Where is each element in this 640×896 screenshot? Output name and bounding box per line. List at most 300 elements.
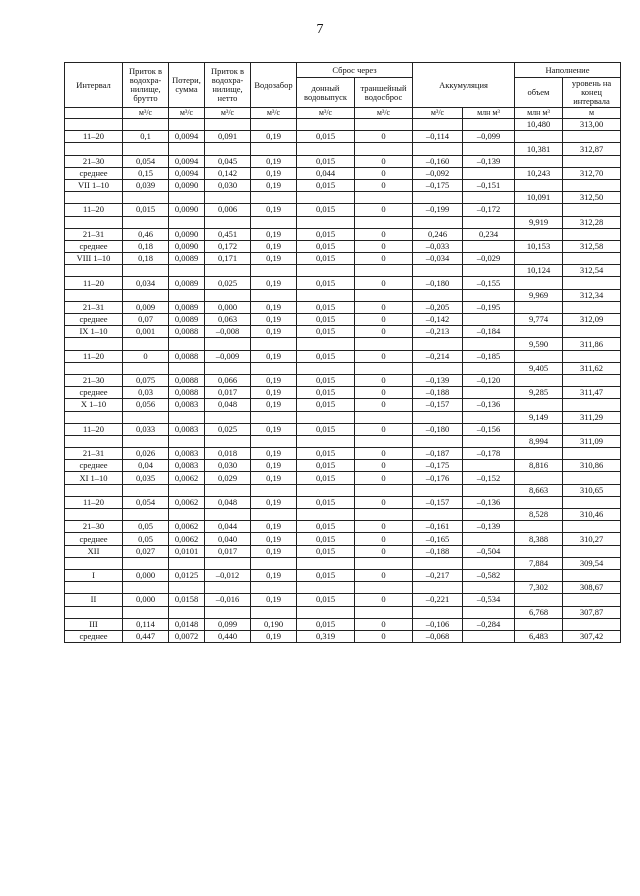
table-row (65, 472, 621, 484)
cell-accumulation-m3s (413, 362, 463, 374)
cell-accumulation-m3s: –0,157 (413, 399, 463, 411)
cell-accumulation-mln (463, 314, 515, 326)
cell-volume: 10,091 (515, 192, 563, 204)
cell-bottom-outlet (297, 509, 355, 521)
table-row (65, 228, 621, 240)
cell-interval: 21–31 (65, 228, 123, 240)
cell-spillway: 0 (355, 399, 413, 411)
cell-accumulation-m3s: –0,188 (413, 545, 463, 557)
cell-accumulation-mln (463, 533, 515, 545)
cell-spillway: 0 (355, 618, 413, 630)
cell-bottom-outlet (297, 216, 355, 228)
cell-inflow-net: 0,171 (205, 253, 251, 265)
cell-interval: 21–30 (65, 155, 123, 167)
cell-withdrawal: 0,19 (251, 521, 297, 533)
cell-losses: 0,0089 (169, 277, 205, 289)
cell-accumulation-mln: –0,172 (463, 204, 515, 216)
cell-inflow-net: 0,030 (205, 460, 251, 472)
cell-inflow-gross: 0,075 (123, 374, 169, 386)
cell-inflow-gross (123, 435, 169, 447)
cell-bottom-outlet: 0,015 (297, 387, 355, 399)
cell-losses: 0,0090 (169, 179, 205, 191)
cell-inflow-gross (123, 509, 169, 521)
cell-interval: 11–20 (65, 496, 123, 508)
cell-bottom-outlet (297, 435, 355, 447)
cell-accumulation-m3s: –0,175 (413, 460, 463, 472)
table-row (65, 557, 621, 569)
cell-bottom-outlet (297, 265, 355, 277)
cell-losses (169, 265, 205, 277)
cell-inflow-gross: 0,000 (123, 569, 169, 581)
cell-accumulation-mln (463, 362, 515, 374)
cell-level (563, 569, 621, 581)
cell-inflow-gross: 0,1 (123, 131, 169, 143)
table-row (65, 350, 621, 362)
cell-level: 311,29 (563, 411, 621, 423)
cell-level: 312,28 (563, 216, 621, 228)
cell-inflow-gross: 0,027 (123, 545, 169, 557)
cell-accumulation-m3s (413, 606, 463, 618)
cell-bottom-outlet: 0,319 (297, 630, 355, 642)
cell-accumulation-m3s: –0,034 (413, 253, 463, 265)
cell-bottom-outlet (297, 192, 355, 204)
cell-accumulation-mln: –0,152 (463, 472, 515, 484)
cell-accumulation-mln: –0,178 (463, 448, 515, 460)
cell-inflow-gross: 0,000 (123, 594, 169, 606)
cell-withdrawal: 0,19 (251, 630, 297, 642)
cell-interval: IX 1–10 (65, 326, 123, 338)
table-row (65, 496, 621, 508)
cell-bottom-outlet (297, 143, 355, 155)
cell-inflow-net: –0,012 (205, 569, 251, 581)
table-row (65, 435, 621, 447)
cell-losses (169, 338, 205, 350)
table-row (65, 301, 621, 313)
cell-withdrawal: 0,190 (251, 618, 297, 630)
cell-spillway: 0 (355, 533, 413, 545)
table-row (65, 240, 621, 252)
cell-withdrawal: 0,19 (251, 496, 297, 508)
cell-level: 311,47 (563, 387, 621, 399)
cell-bottom-outlet: 0,015 (297, 240, 355, 252)
table-row (65, 265, 621, 277)
cell-losses: 0,0090 (169, 204, 205, 216)
cell-accumulation-mln: –0,195 (463, 301, 515, 313)
cell-bottom-outlet (297, 362, 355, 374)
cell-level (563, 326, 621, 338)
cell-interval: 21–31 (65, 448, 123, 460)
cell-interval (65, 606, 123, 618)
cell-spillway: 0 (355, 545, 413, 557)
cell-interval: II (65, 594, 123, 606)
cell-losses: 0,0090 (169, 228, 205, 240)
cell-bottom-outlet: 0,015 (297, 301, 355, 313)
cell-inflow-net: 0,451 (205, 228, 251, 240)
cell-accumulation-mln: –0,136 (463, 496, 515, 508)
cell-spillway: 0 (355, 131, 413, 143)
cell-losses: 0,0094 (169, 155, 205, 167)
cell-interval: среднее (65, 167, 123, 179)
cell-inflow-net: 0,017 (205, 545, 251, 557)
table-row (65, 521, 621, 533)
table-row (65, 338, 621, 350)
header-discharge: Сброс через (297, 63, 413, 78)
cell-withdrawal: 0,19 (251, 167, 297, 179)
cell-accumulation-mln (463, 192, 515, 204)
cell-accumulation-mln: –0,504 (463, 545, 515, 557)
cell-spillway: 0 (355, 630, 413, 642)
cell-accumulation-m3s (413, 216, 463, 228)
cell-inflow-net (205, 119, 251, 131)
cell-level: 310,65 (563, 484, 621, 496)
table-row (65, 484, 621, 496)
cell-level: 311,86 (563, 338, 621, 350)
cell-inflow-gross (123, 484, 169, 496)
cell-volume: 10,124 (515, 265, 563, 277)
cell-spillway: 0 (355, 179, 413, 191)
cell-bottom-outlet: 0,015 (297, 472, 355, 484)
cell-accumulation-m3s: –0,160 (413, 155, 463, 167)
cell-bottom-outlet: 0,044 (297, 167, 355, 179)
cell-inflow-gross: 0,039 (123, 179, 169, 191)
cell-level (563, 618, 621, 630)
cell-accumulation-m3s (413, 119, 463, 131)
cell-inflow-gross: 0,034 (123, 277, 169, 289)
cell-inflow-net: 0,029 (205, 472, 251, 484)
cell-losses: 0,0089 (169, 253, 205, 265)
cell-inflow-net (205, 435, 251, 447)
cell-interval: 21–30 (65, 374, 123, 386)
cell-inflow-net: 0,063 (205, 314, 251, 326)
cell-bottom-outlet: 0,015 (297, 350, 355, 362)
cell-interval: VIII 1–10 (65, 253, 123, 265)
cell-interval (65, 265, 123, 277)
cell-interval: 21–31 (65, 301, 123, 313)
cell-level: 312,70 (563, 167, 621, 179)
table-row (65, 460, 621, 472)
cell-losses: 0,0062 (169, 521, 205, 533)
cell-inflow-gross (123, 582, 169, 594)
cell-volume (515, 399, 563, 411)
cell-bottom-outlet: 0,015 (297, 314, 355, 326)
header-spillway: траншейный водосброс (355, 78, 413, 108)
cell-losses: 0,0101 (169, 545, 205, 557)
cell-accumulation-mln: –0,120 (463, 374, 515, 386)
cell-level: 307,87 (563, 606, 621, 618)
cell-bottom-outlet: 0,015 (297, 594, 355, 606)
cell-withdrawal: 0,19 (251, 387, 297, 399)
cell-inflow-net: 0,044 (205, 521, 251, 533)
cell-interval (65, 216, 123, 228)
cell-inflow-net (205, 338, 251, 350)
table-row (65, 411, 621, 423)
cell-spillway: 0 (355, 277, 413, 289)
cell-level: 310,27 (563, 533, 621, 545)
cell-bottom-outlet: 0,015 (297, 155, 355, 167)
cell-volume (515, 569, 563, 581)
cell-level: 311,09 (563, 435, 621, 447)
cell-accumulation-mln: 0,234 (463, 228, 515, 240)
cell-accumulation-mln (463, 582, 515, 594)
cell-withdrawal: 0,19 (251, 350, 297, 362)
cell-volume (515, 277, 563, 289)
cell-accumulation-mln (463, 557, 515, 569)
cell-interval: III (65, 618, 123, 630)
cell-inflow-net (205, 143, 251, 155)
cell-withdrawal (251, 557, 297, 569)
cell-accumulation-mln (463, 265, 515, 277)
cell-withdrawal: 0,19 (251, 155, 297, 167)
cell-accumulation-mln: –0,029 (463, 253, 515, 265)
cell-volume (515, 350, 563, 362)
cell-spillway (355, 143, 413, 155)
cell-level (563, 374, 621, 386)
cell-level: 310,46 (563, 509, 621, 521)
cell-spillway: 0 (355, 448, 413, 460)
cell-accumulation-mln: –0,099 (463, 131, 515, 143)
table-row (65, 569, 621, 581)
unit-cell: м³/с (205, 108, 251, 119)
cell-spillway (355, 411, 413, 423)
cell-volume (515, 521, 563, 533)
cell-losses (169, 216, 205, 228)
cell-accumulation-mln (463, 606, 515, 618)
cell-withdrawal: 0,19 (251, 204, 297, 216)
cell-accumulation-mln: –0,184 (463, 326, 515, 338)
table-row (65, 314, 621, 326)
cell-spillway (355, 119, 413, 131)
cell-level (563, 131, 621, 143)
cell-inflow-gross (123, 216, 169, 228)
cell-inflow-gross: 0,033 (123, 423, 169, 435)
unit-cell: м³/с (251, 108, 297, 119)
cell-volume (515, 545, 563, 557)
cell-losses (169, 119, 205, 131)
cell-level (563, 472, 621, 484)
cell-losses: 0,0088 (169, 350, 205, 362)
table-row (65, 131, 621, 143)
reservoir-balance-table-frame (64, 62, 620, 828)
cell-volume (515, 496, 563, 508)
table-row (65, 630, 621, 642)
cell-withdrawal: 0,19 (251, 253, 297, 265)
table-row (65, 387, 621, 399)
cell-volume: 10,381 (515, 143, 563, 155)
cell-withdrawal: 0,19 (251, 131, 297, 143)
cell-accumulation-mln (463, 240, 515, 252)
table-row (65, 582, 621, 594)
cell-inflow-net (205, 582, 251, 594)
cell-bottom-outlet: 0,015 (297, 448, 355, 460)
cell-interval: 11–20 (65, 277, 123, 289)
cell-volume: 9,969 (515, 289, 563, 301)
cell-losses (169, 582, 205, 594)
cell-losses: 0,0083 (169, 399, 205, 411)
cell-level (563, 423, 621, 435)
cell-inflow-gross (123, 289, 169, 301)
cell-inflow-net: 0,048 (205, 496, 251, 508)
cell-inflow-net (205, 362, 251, 374)
cell-level: 310,86 (563, 460, 621, 472)
cell-inflow-net: 0,045 (205, 155, 251, 167)
cell-accumulation-m3s: –0,176 (413, 472, 463, 484)
cell-bottom-outlet: 0,015 (297, 545, 355, 557)
cell-spillway: 0 (355, 460, 413, 472)
cell-level (563, 521, 621, 533)
cell-level: 313,00 (563, 119, 621, 131)
cell-withdrawal: 0,19 (251, 569, 297, 581)
cell-accumulation-m3s: –0,199 (413, 204, 463, 216)
cell-bottom-outlet (297, 338, 355, 350)
cell-spillway (355, 289, 413, 301)
cell-interval (65, 509, 123, 521)
cell-losses: 0,0125 (169, 569, 205, 581)
cell-accumulation-mln: –0,582 (463, 569, 515, 581)
cell-accumulation-mln: –0,156 (463, 423, 515, 435)
cell-volume: 8,994 (515, 435, 563, 447)
cell-bottom-outlet (297, 557, 355, 569)
table-row (65, 423, 621, 435)
cell-bottom-outlet: 0,015 (297, 533, 355, 545)
cell-accumulation-mln (463, 509, 515, 521)
table-row (65, 545, 621, 557)
cell-spillway: 0 (355, 314, 413, 326)
cell-inflow-net: 0,018 (205, 448, 251, 460)
header-accumulation: Аккумуляция (413, 63, 515, 108)
cell-spillway (355, 338, 413, 350)
cell-level: 312,50 (563, 192, 621, 204)
cell-volume (515, 253, 563, 265)
cell-withdrawal (251, 338, 297, 350)
cell-volume (515, 204, 563, 216)
cell-level (563, 448, 621, 460)
cell-interval: 21–30 (65, 521, 123, 533)
cell-accumulation-mln (463, 167, 515, 179)
cell-inflow-net: –0,016 (205, 594, 251, 606)
cell-losses: 0,0090 (169, 240, 205, 252)
cell-volume: 10,153 (515, 240, 563, 252)
cell-withdrawal (251, 362, 297, 374)
table-row (65, 533, 621, 545)
cell-inflow-gross: 0,114 (123, 618, 169, 630)
table-row (65, 192, 621, 204)
cell-accumulation-m3s (413, 435, 463, 447)
cell-interval: среднее (65, 460, 123, 472)
cell-inflow-net: 0,000 (205, 301, 251, 313)
cell-spillway: 0 (355, 240, 413, 252)
cell-inflow-gross: 0,18 (123, 240, 169, 252)
cell-accumulation-m3s: –0,213 (413, 326, 463, 338)
cell-level: 309,54 (563, 557, 621, 569)
cell-bottom-outlet: 0,015 (297, 496, 355, 508)
cell-bottom-outlet: 0,015 (297, 460, 355, 472)
cell-accumulation-mln (463, 387, 515, 399)
cell-inflow-net: –0,009 (205, 350, 251, 362)
cell-accumulation-m3s: –0,161 (413, 521, 463, 533)
cell-withdrawal (251, 289, 297, 301)
cell-losses: 0,0088 (169, 387, 205, 399)
cell-spillway: 0 (355, 423, 413, 435)
cell-interval (65, 557, 123, 569)
cell-withdrawal: 0,19 (251, 472, 297, 484)
cell-level (563, 545, 621, 557)
cell-inflow-net: 0,091 (205, 131, 251, 143)
cell-inflow-net: 0,006 (205, 204, 251, 216)
unit-cell: м³/с (355, 108, 413, 119)
cell-withdrawal: 0,19 (251, 301, 297, 313)
cell-level (563, 301, 621, 313)
cell-volume (515, 448, 563, 460)
cell-level (563, 350, 621, 362)
cell-interval (65, 362, 123, 374)
cell-accumulation-m3s: –0,033 (413, 240, 463, 252)
cell-inflow-net: 0,172 (205, 240, 251, 252)
cell-withdrawal: 0,19 (251, 240, 297, 252)
table-row (65, 326, 621, 338)
cell-volume: 9,774 (515, 314, 563, 326)
cell-interval: 11–20 (65, 423, 123, 435)
cell-inflow-net: 0,025 (205, 423, 251, 435)
cell-interval: среднее (65, 533, 123, 545)
cell-accumulation-mln (463, 435, 515, 447)
cell-losses (169, 606, 205, 618)
cell-interval (65, 582, 123, 594)
table-row (65, 253, 621, 265)
cell-accumulation-m3s: –0,180 (413, 423, 463, 435)
cell-accumulation-m3s: –0,221 (413, 594, 463, 606)
cell-level: 312,87 (563, 143, 621, 155)
cell-bottom-outlet (297, 582, 355, 594)
cell-interval (65, 143, 123, 155)
cell-accumulation-m3s: –0,187 (413, 448, 463, 460)
cell-spillway: 0 (355, 326, 413, 338)
cell-inflow-gross (123, 362, 169, 374)
units-row (65, 108, 621, 119)
cell-level (563, 277, 621, 289)
cell-spillway (355, 265, 413, 277)
cell-inflow-gross (123, 143, 169, 155)
cell-bottom-outlet: 0,015 (297, 253, 355, 265)
cell-interval (65, 435, 123, 447)
cell-losses: 0,0088 (169, 326, 205, 338)
table-body (65, 119, 621, 643)
cell-inflow-gross (123, 192, 169, 204)
table-row (65, 216, 621, 228)
cell-accumulation-m3s (413, 289, 463, 301)
cell-accumulation-mln: –0,534 (463, 594, 515, 606)
cell-volume (515, 472, 563, 484)
cell-spillway (355, 606, 413, 618)
cell-inflow-net: 0,030 (205, 179, 251, 191)
cell-inflow-gross: 0,04 (123, 460, 169, 472)
cell-withdrawal (251, 119, 297, 131)
cell-spillway: 0 (355, 350, 413, 362)
cell-volume (515, 301, 563, 313)
cell-interval: среднее (65, 630, 123, 642)
cell-accumulation-mln (463, 338, 515, 350)
cell-accumulation-mln: –0,136 (463, 399, 515, 411)
cell-bottom-outlet: 0,015 (297, 423, 355, 435)
cell-withdrawal: 0,19 (251, 374, 297, 386)
cell-inflow-gross: 0,056 (123, 399, 169, 411)
cell-accumulation-mln (463, 484, 515, 496)
cell-spillway: 0 (355, 167, 413, 179)
cell-volume: 10,480 (515, 119, 563, 131)
cell-volume (515, 155, 563, 167)
table-row (65, 155, 621, 167)
cell-inflow-net (205, 509, 251, 521)
cell-interval (65, 192, 123, 204)
